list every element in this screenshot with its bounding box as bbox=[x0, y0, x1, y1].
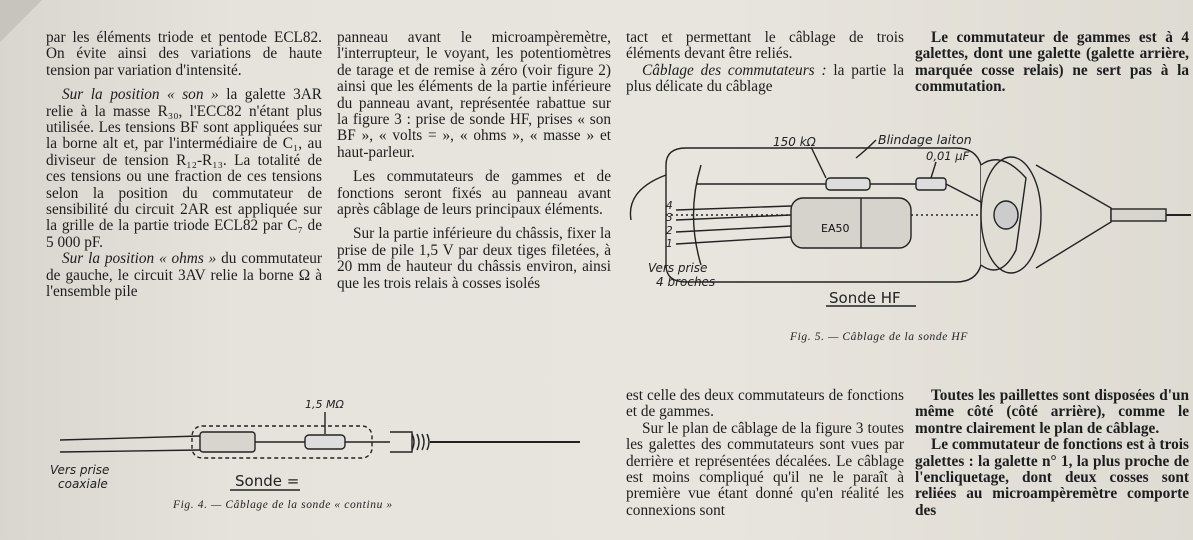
text-column-4-top bbox=[915, 30, 1189, 96]
resistor-150k bbox=[826, 178, 870, 190]
figure-4-dc-probe-diagram bbox=[50, 388, 610, 508]
figure-caption-text: Fig. 5. — Câblage de la sonde HF bbox=[790, 331, 968, 343]
cap-callout bbox=[931, 162, 936, 178]
pin-label: 2 bbox=[666, 225, 673, 237]
cable-label-line1: Vers prise bbox=[50, 463, 110, 477]
section-heading: Câblage des commutateurs : bbox=[642, 61, 827, 79]
plug-label-line2: 4 broches bbox=[656, 275, 716, 289]
resistor-1-5M bbox=[305, 435, 345, 449]
paragraph: panneau avant le microampèremètre, l'interrupteur, le voyant, les potentiomètres de tarage et de remise à zéro (voir figure 2) ainsi que les éléments de la partie inférieure du panneau avant, représentée rabattue sur la figure 3 : prise de sonde HF, prises « son BF », « volts = », « ohms », « masse » et haut-parleur. bbox=[337, 29, 611, 161]
figure-title: Sonde = bbox=[235, 472, 300, 490]
probe-center bbox=[994, 201, 1018, 229]
shield-label: Blindage laiton bbox=[878, 132, 972, 147]
cable-sleeve bbox=[200, 432, 255, 452]
resistor-label: 1,5 MΩ bbox=[305, 398, 344, 411]
resistor-label: 150 kΩ bbox=[773, 135, 816, 149]
paragraph bbox=[46, 251, 322, 300]
paragraph: est celle des deux commutateurs de fonctions et de gammes. bbox=[626, 387, 904, 421]
probe-tip bbox=[1111, 209, 1166, 221]
capacitor-0-01uF bbox=[916, 178, 946, 190]
paragraph: Le commutateur de fonctions est à trois galettes : la galette n° 1, la plus proche de l'encliquetage, dont deux cosses sont reliées au microampèremètre comporte des bbox=[915, 436, 1189, 519]
paragraph: Sur la partie inférieure du châssis, fixer la prise de pile 1,5 V par deux tiges filetées, à 20 mm de hauteur du châssis environ, ainsi que les trois relais à cosses isolés bbox=[337, 225, 611, 292]
text-column-2 bbox=[337, 30, 611, 292]
probe-spring bbox=[412, 434, 429, 450]
text-column-4-bottom bbox=[915, 388, 1189, 519]
paragraph bbox=[46, 87, 322, 251]
paragraph-italic: Sur la position « ohms » bbox=[62, 250, 217, 268]
page-fold-shadow bbox=[0, 0, 42, 42]
paragraph bbox=[626, 63, 904, 96]
figure-title: Sonde HF bbox=[829, 289, 901, 307]
paragraph-text: la partie la plus délicate du câblage bbox=[626, 61, 905, 96]
figure-4-caption bbox=[173, 499, 393, 511]
pin-label: 3 bbox=[666, 212, 673, 224]
figure-5-caption bbox=[790, 331, 968, 343]
cable-top bbox=[60, 436, 200, 440]
paragraph-text: du commutateur de gauche, le circuit 3AV relie la borne Ω à l'ensemble pile bbox=[46, 250, 323, 301]
cable-bottom bbox=[60, 450, 200, 452]
resistor-callout bbox=[811, 147, 826, 178]
rear-cable bbox=[630, 175, 666, 220]
paragraph: par les éléments triode et pentode ECL82. On évite ainsi des variations de haute tension par variation d'intensité. bbox=[46, 29, 322, 79]
tube-label: EA50 bbox=[821, 222, 850, 235]
text-column-3-bottom bbox=[626, 388, 904, 519]
probe-ring bbox=[390, 432, 412, 452]
figure-caption-text: Fig. 4. — Câblage de la sonde « continu » bbox=[173, 499, 393, 511]
plug-label-line1: Vers prise bbox=[648, 261, 708, 275]
paragraph: Le commutateur de gammes est à 4 galettes, dont une galette (galette arrière, marquée cosse relais) ne sert pas à la commutation. bbox=[915, 29, 1189, 96]
paragraph: tact et permettant le câblage de trois éléments devant être reliés. bbox=[626, 29, 904, 63]
figure-5-hf-probe-diagram bbox=[626, 120, 1193, 330]
paragraph: Toutes les paillettes sont disposées d'un même côté (côté arrière), comme le montre clairement le plan de câblage. bbox=[915, 387, 1189, 437]
capacitor-label: 0,01 µF bbox=[926, 149, 970, 163]
ea50-tube bbox=[791, 198, 911, 248]
text-column-3-top bbox=[626, 30, 904, 96]
pin-label: 1 bbox=[666, 238, 673, 250]
paragraph-italic: Sur la position « son » bbox=[62, 86, 219, 104]
pin-label: 4 bbox=[666, 200, 673, 212]
paragraph: Sur le plan de câblage de la figure 3 toutes les galettes des commutateurs sont vues par derrière et représentées décalées. Le câblage est moins compliqué qu'il ne le paraît à première vue étant donné qu'en réalité les connexions sont bbox=[626, 419, 904, 519]
probe-cone bbox=[1036, 165, 1111, 268]
paragraph: Les commutateurs de gammes et de fonctions seront fixés au panneau avant après câblage de leurs principaux éléments. bbox=[337, 168, 611, 219]
pin-1-wire bbox=[676, 237, 791, 244]
text-column-1 bbox=[46, 30, 322, 301]
shield-callout bbox=[856, 140, 876, 158]
paragraph-text: la galette 3AR relie à la masse R₃₀, l'ECC82 n'étant plus utilisée. Les tensions BF sont appliquées sur la borne alt et, par l'intermédiaire de C₁, au diviseur de tension R₁₂-R₁₃. La totalité de ces tensions ou une fraction de ces tensions selon la position du commutateur de sensibilité du circuit 2AR est appliquée sur la grille de la partie triode ECL82 par C₇ de 5 000 pF. bbox=[46, 86, 322, 251]
cable-label-line2: coaxiale bbox=[58, 477, 108, 491]
